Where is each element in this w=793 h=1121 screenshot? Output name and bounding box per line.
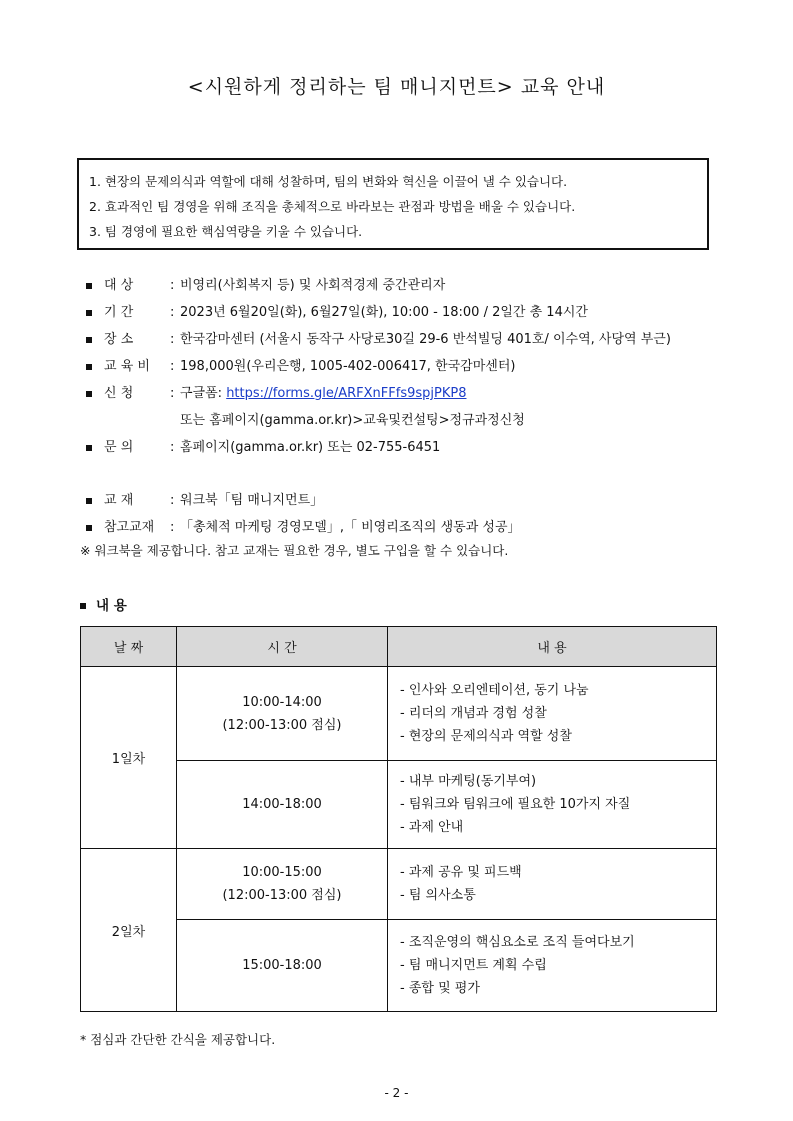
info-place: 장 소 : 한국감마센터 (서울시 동작구 사당로30길 29-6 반석빌딩 401호/ 이수역, 사당역 부근) (84, 326, 724, 353)
page-number: - 2 - (384, 1086, 409, 1100)
bullet-icon (86, 337, 92, 343)
info-label: 대 상 (104, 278, 134, 293)
day-cell: 2일차 (81, 849, 177, 1012)
header-time: 시 간 (177, 627, 388, 667)
content-cell: - 내부 마케팅(동기부여) - 팀워크와 팀워크에 필요한 10가지 자질 - 과제 안내 (388, 761, 717, 849)
table-row (81, 667, 717, 761)
info-list (84, 272, 724, 541)
info-label: 기 간 (104, 305, 134, 320)
workbook-note: ※ 워크북을 제공합니다. 참고 교재는 필요한 경우, 별도 구입을 할 수 있습니다. (80, 543, 509, 558)
info-value: 「총체적 마케팅 경영모델」,「 비영리조직의 생동과 성공」 (180, 520, 521, 535)
info-material: 교 재 : 워크북「팀 매니지먼트」 (84, 487, 724, 514)
apply-alt-text: 또는 홈페이지(gamma.or.kr)>교육및컨설팅>정규과정신청 (180, 413, 525, 428)
goal-item: 1. 현장의 문제의식과 역할에 대해 성찰하며, 팀의 변화와 혁신을 이끌어 낼 수 있습니다. (89, 174, 568, 189)
info-label: 신 청 (104, 386, 134, 401)
info-label: 참고교재 (104, 520, 155, 535)
content-cell: - 인사와 오리엔테이션, 동기 나눔 - 리더의 개념과 경험 성찰 - 현장의 문제의식과 역할 성찰 (388, 667, 717, 761)
header-date: 날 짜 (81, 627, 177, 667)
document-title: <시원하게 정리하는 팀 매니지먼트> 교육 안내 (187, 76, 606, 98)
goal-item: 3. 팀 경영에 필요한 핵심역량을 키울 수 있습니다. (89, 224, 363, 239)
info-value: 워크북「팀 매니지먼트」 (180, 493, 324, 508)
info-period: 기 간 : 2023년 6월20일(화), 6월27일(화), 10:00 - 18:00 / 2일간 총 14시간 (84, 299, 724, 326)
time-cell: 15:00-18:00 (177, 920, 388, 1012)
time-cell: 10:00-14:00 (12:00-13:00 점심) (177, 667, 388, 761)
time-cell: 10:00-15:00 (12:00-13:00 점심) (177, 849, 388, 920)
table-row (81, 761, 717, 849)
info-target: 대 상 : 비영리(사회복지 등) 및 사회적경제 중간관리자 (84, 272, 724, 299)
info-apply: 신 청 : 구글폼: https://forms.gle/ARFXnFFfs9spjPKP8 (84, 380, 724, 407)
header-content: 내 용 (388, 627, 717, 667)
info-value: 비영리(사회복지 등) 및 사회적경제 중간관리자 (180, 278, 446, 293)
info-value: 홈페이지(gamma.or.kr) 또는 02-755-6451 (180, 440, 441, 455)
bullet-icon (86, 364, 92, 370)
goals-box (77, 158, 709, 250)
apply-form-link[interactable]: https://forms.gle/ARFXnFFfs9spjPKP8 (226, 386, 467, 401)
section-heading: 내 용 (80, 594, 127, 614)
info-contact: 문 의 : 홈페이지(gamma.or.kr) 또는 02-755-6451 (84, 434, 724, 461)
table-header-row (81, 627, 717, 667)
footnote: * 점심과 간단한 간식을 제공합니다. (80, 1032, 276, 1047)
info-label: 교 재 (104, 493, 134, 508)
bullet-icon (86, 525, 92, 531)
schedule-table (80, 626, 717, 1012)
info-value: 198,000원(우리은행, 1005-402-006417, 한국감마센터) (180, 359, 516, 374)
apply-prefix: 구글폼: (180, 386, 227, 401)
bullet-icon (86, 498, 92, 504)
info-value: 한국감마센터 (서울시 동작구 사당로30길 29-6 반석빌딩 401호/ 이수역, 사당역 부근) (180, 332, 671, 347)
table-row (81, 920, 717, 1012)
content-cell: - 조직운영의 핵심요소로 조직 들여다보기 - 팀 매니지먼트 계획 수립 - 종합 및 평가 (388, 920, 717, 1012)
info-label: 장 소 (104, 332, 134, 347)
bullet-icon (80, 603, 86, 609)
bullet-icon (86, 283, 92, 289)
time-cell: 14:00-18:00 (177, 761, 388, 849)
bullet-icon (86, 391, 92, 397)
info-apply-alt (84, 407, 724, 434)
goal-item: 2. 효과적인 팀 경영을 위해 조직을 총체적으로 바라보는 관점과 방법을 배울 수 있습니다. (89, 199, 576, 214)
info-value: 2023년 6월20일(화), 6월27일(화), 10:00 - 18:00 / 2일간 총 14시간 (180, 305, 588, 320)
table-row (81, 849, 717, 920)
info-reference: 참고교재 : 「총체적 마케팅 경영모델」,「 비영리조직의 생동과 성공」 (84, 514, 724, 541)
info-fee: 교 육 비 : 198,000원(우리은행, 1005-402-006417, 한국감마센터) (84, 353, 724, 380)
bullet-icon (86, 445, 92, 451)
info-label: 문 의 (104, 440, 134, 455)
day-cell: 1일차 (81, 667, 177, 849)
info-label: 교 육 비 (104, 359, 150, 374)
bullet-icon (86, 310, 92, 316)
content-cell: - 과제 공유 및 피드백 - 팀 의사소통 (388, 849, 717, 920)
